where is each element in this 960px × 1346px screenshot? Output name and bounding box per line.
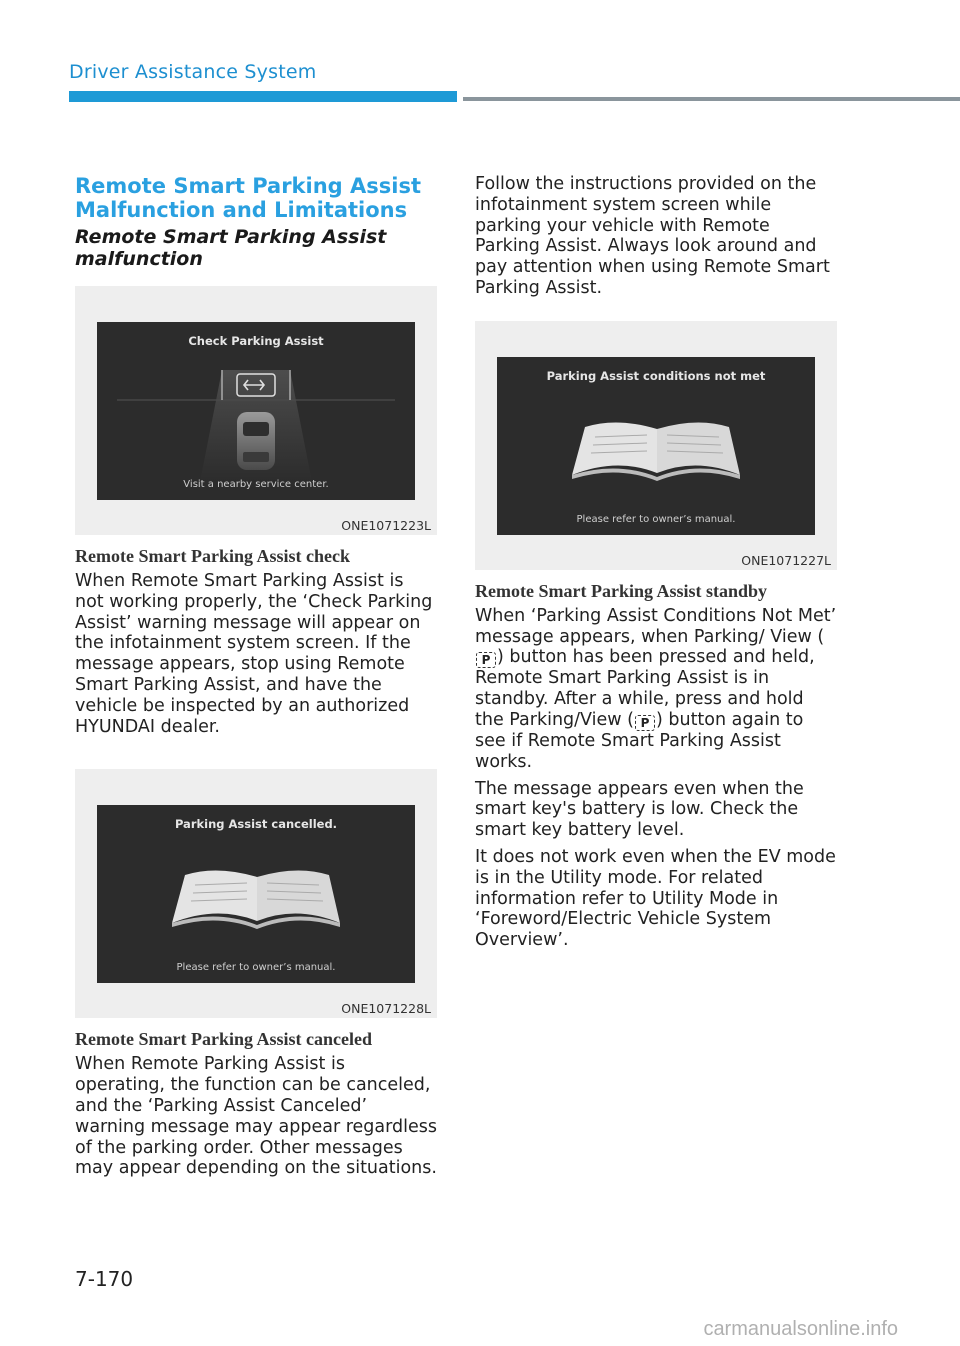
cancel-body: When Remote Parking Assist is operating, the function can be canceled, and the ‘Parking Assist Canceled’ warning message may appear regardless of the parking order. Other messages may appear depending on the situations. bbox=[75, 1054, 437, 1179]
screen-footer: Visit a nearby service center. bbox=[183, 479, 329, 490]
figure-parking-assist-cancelled bbox=[75, 769, 437, 1018]
parking-view-button-icon: P bbox=[476, 652, 496, 668]
figure-check-parking-assist bbox=[75, 286, 437, 535]
parking-view-button-icon: P bbox=[635, 715, 655, 731]
check-body: When Remote Smart Parking Assist is not working properly, the ‘Check Parking Assist’ warning message will appear on the infotainment system screen. If the message appears, stop using Remote Smart Parking Assist, and have the vehicle be inspected by an authorized HYUNDAI dealer. bbox=[75, 571, 433, 737]
check-heading: Remote Smart Parking Assist check bbox=[75, 546, 350, 566]
screen-title: Check Parking Assist bbox=[188, 334, 324, 348]
watermark: carmanualsonline.info bbox=[703, 1318, 898, 1340]
figure-caption: ONE1071228L bbox=[341, 1001, 431, 1017]
standby-body bbox=[475, 606, 837, 773]
standby-text-1: When ‘Parking Assist Conditions Not Met’ message appears, when Parking/ View ( bbox=[475, 605, 837, 647]
infotainment-screen bbox=[97, 805, 415, 983]
owners-manual-book-icon bbox=[497, 357, 815, 535]
utility-body: It does not work even when the EV mode is in the Utility mode. For related information refer to Utility Mode in ‘Foreword/Electric Vehicle System Overview’. bbox=[475, 846, 836, 951]
subsection-title bbox=[75, 226, 437, 270]
subsection-title-line2: malfunction bbox=[75, 248, 203, 270]
figure-caption: ONE1071227L bbox=[741, 552, 831, 568]
screen-title: Parking Assist conditions not met bbox=[546, 368, 766, 383]
standby-text-2: ) button has been pressed and held, Remote Smart Parking Assist is in standby. After a while, press and hold the Parking/View ( bbox=[475, 647, 815, 730]
figure-conditions-not-met bbox=[475, 321, 837, 570]
infotainment-screen bbox=[97, 322, 415, 500]
owners-manual-book-icon bbox=[97, 805, 415, 983]
page-number: 7-170 bbox=[75, 1267, 134, 1291]
infotainment-screen bbox=[497, 357, 815, 535]
header-section-title: Driver Assistance System bbox=[69, 61, 317, 83]
left-column bbox=[75, 174, 437, 1179]
screen-footer: Please refer to owner’s manual. bbox=[576, 513, 736, 525]
standby-heading: Remote Smart Parking Assist standby bbox=[475, 580, 768, 601]
screen-title: Parking Assist cancelled. bbox=[174, 817, 338, 832]
header-accent-bar bbox=[69, 91, 457, 102]
standby-text-3: ) button again to see if Remote Smart Parking Assist works. bbox=[475, 709, 804, 772]
section-title-line1: Remote Smart Parking Assist bbox=[75, 174, 421, 198]
intro-body: Follow the instructions provided on the infotainment system screen while parking your vehicle with Remote Parking Assist. Always look around and pay attention when using Remote Smart Parking Assist. bbox=[475, 174, 830, 298]
car-wrench-illustration bbox=[97, 322, 415, 500]
section-title bbox=[75, 174, 437, 222]
cancel-heading: Remote Smart Parking Assist canceled bbox=[75, 1029, 372, 1050]
battery-body: The message appears even when the smart key's battery is low. Check the smart key battery level. bbox=[475, 778, 804, 841]
figure-caption: ONE1071223L bbox=[341, 518, 431, 533]
screen-footer: Please refer to owner’s manual. bbox=[176, 962, 336, 974]
section-title-line2: Malfunction and Limitations bbox=[75, 198, 408, 222]
right-column bbox=[475, 174, 837, 951]
subsection-title-line1: Remote Smart Parking Assist bbox=[75, 226, 387, 248]
header-rule bbox=[463, 97, 960, 101]
